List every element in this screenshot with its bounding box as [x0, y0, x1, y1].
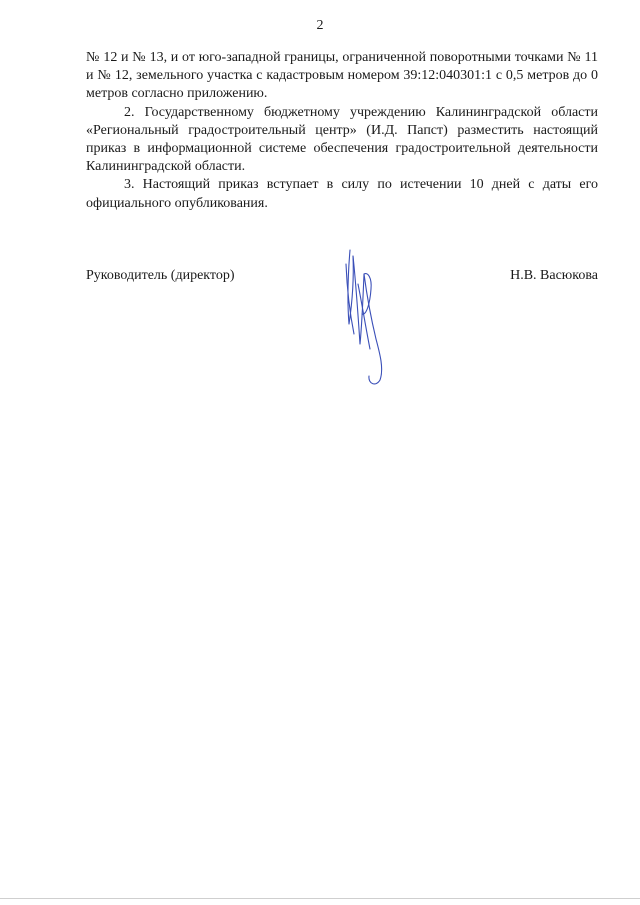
page-number: 2: [316, 18, 324, 33]
text-line: 2. Государственному бюджетному учреждению Калининградской: [124, 104, 542, 120]
text-line: с 0,5 метров до 0 метров согласно приложению.: [86, 68, 599, 102]
text-line: деятельности Калининградской области.: [86, 141, 599, 175]
paragraph-continuation: [86, 49, 598, 104]
handwritten-signature: [336, 244, 396, 389]
text-line: 3. Настоящий приказ вступает в силу по истечении 10 дней с даты его: [124, 177, 598, 193]
text-line: настоящий приказ в информационной системе обеспечения градостроительной: [86, 122, 599, 157]
text-line: официального опубликования.: [86, 195, 268, 211]
text-line: № 12 и № 13, и от юго-западной границы, ограниченной поворотными точками: [86, 50, 564, 65]
text-line: области «Региональный градостроительный центр» (И.Д. Папст) разместить: [86, 104, 599, 138]
signatory-name: Н.В. Васюкова: [510, 268, 598, 283]
page-edge-divider: [0, 898, 640, 899]
document-body: [86, 49, 598, 213]
paragraph-item-2: [86, 104, 598, 177]
text-line: № 11 и № 12, земельного участка с кадастровым номером 39:12:040301:1: [86, 50, 598, 84]
signatory-title: Руководитель (директор): [86, 268, 235, 283]
paragraph-item-3: [86, 176, 598, 212]
